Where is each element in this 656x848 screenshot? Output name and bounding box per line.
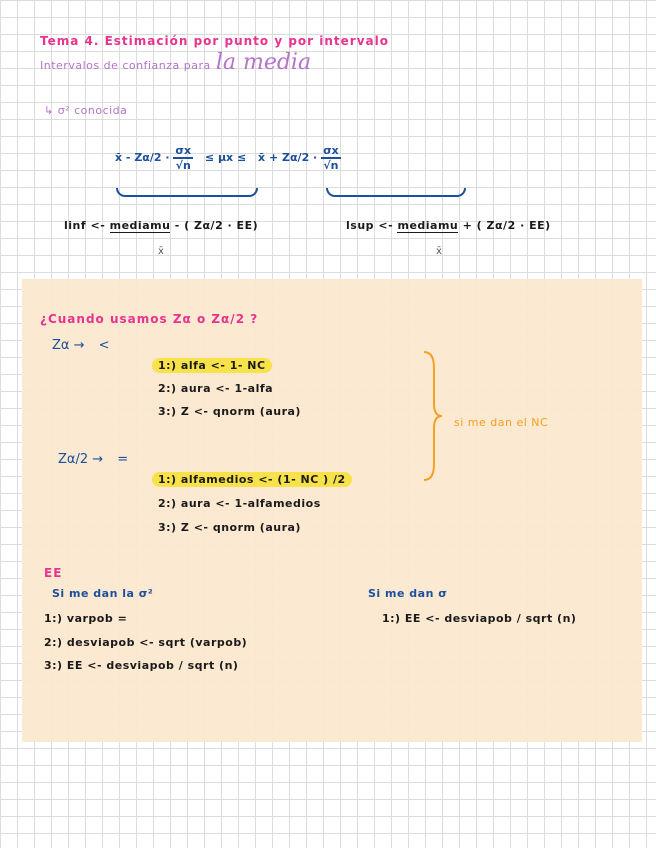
brace-note: si me dan el NC (454, 416, 549, 429)
ee-left-step: 1:) varpob = (44, 612, 128, 625)
case-known-label: σ² conocida (57, 104, 128, 117)
z-alpha-half-label: Zα/2 → = (58, 452, 129, 467)
z-alpha-step: 1:) alfa <- 1- NC (152, 359, 272, 372)
z-alpha-step: 2:) aura <- 1-alfa (158, 382, 274, 395)
curly-brace-icon (420, 348, 448, 484)
formula-middle: ≤ μx ≤ (204, 151, 247, 164)
z-alpha-step: 3:) Z <- qnorm (aura) (158, 405, 301, 418)
z-alpha-half-step: 3:) Z <- qnorm (aura) (158, 521, 301, 534)
formula-left: x̄ - Zα/2 · (115, 151, 170, 164)
case-heading (44, 104, 127, 117)
lsup-under-label: x̄ (436, 246, 442, 257)
linf-under-label: x̄ (158, 246, 164, 257)
ee-left-step: 2:) desviapob <- sqrt (varpob) (44, 636, 248, 649)
z-alpha-half-step: 1:) alfamedios <- (1- NC ) /2 (152, 473, 352, 486)
ee-right-title: Si me dan σ (368, 587, 448, 600)
formula-fraction-left: $\frac{\sigma x}{√n}$ (175, 144, 192, 172)
ee-right-step: 1:) EE <- desviapob / sqrt (n) (382, 612, 577, 625)
lsup-formula: lsup <- mediamu + ( Zα/2 · EE) (346, 219, 551, 232)
ee-left-step: 3:) EE <- desviapob / sqrt (n) (44, 659, 239, 672)
linf-mean: mediamu (109, 219, 171, 232)
z-alpha-label: Zα → < (52, 338, 110, 353)
lsup-mean: mediamu (397, 219, 459, 232)
z-alpha-half-step: 2:) aura <- 1-alfamedios (158, 497, 321, 510)
page-title: Tema 4. Estimación por punto y por intervalo (40, 34, 389, 48)
underbrace-left (116, 188, 258, 197)
ee-heading: EE (44, 566, 63, 580)
notes-panel (22, 279, 642, 742)
linf-formula: linf <- mediamu - ( Zα/2 · EE) (64, 219, 259, 232)
interval-formula (115, 144, 341, 172)
question-heading: ¿Cuando usamos Zα o Zα/2 ? (40, 312, 259, 326)
formula-right: x̄ + Zα/2 · (258, 151, 318, 164)
arrow-icon: ↳ (44, 104, 58, 117)
ee-left-title: Si me dan la σ² (52, 587, 154, 600)
underbrace-right (326, 188, 466, 197)
subtitle-highlight: la media (215, 50, 312, 75)
page-subtitle (40, 50, 311, 75)
subtitle-prefix: Intervalos de confianza para (40, 59, 211, 72)
formula-fraction-right: $\frac{\sigma x}{√n}$ (323, 144, 339, 172)
